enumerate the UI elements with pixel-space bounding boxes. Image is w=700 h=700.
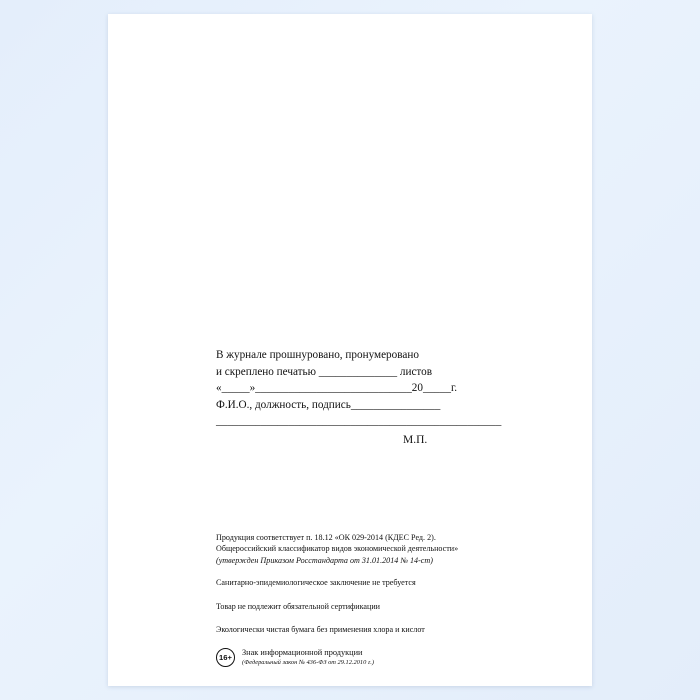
footer-product-line-1: Продукция соответствует п. 18.12 «ОК 029-2014 (КДЕС Ред. 2). — [216, 533, 436, 542]
certification-line-5: ___________________________________________________ — [216, 415, 502, 427]
age-rating-law: (Федеральный закон № 436-ФЗ от 29.12.2010 г.) — [242, 659, 375, 667]
certification-line-1: В журнале прошнуровано, пронумеровано — [216, 349, 419, 361]
age-rating-badge: 16+ — [216, 648, 235, 667]
age-rating-texts — [242, 648, 374, 667]
age-rating-row — [216, 648, 556, 667]
document-footer — [216, 532, 556, 667]
footer-product-line-2: Общероссийский классификатор видов экономической деятельности» — [216, 544, 459, 554]
footer-certification-note: Товар не подлежит обязательной сертификации — [216, 601, 381, 611]
certification-line-4: Ф.И.О., должность, подпись________________ — [216, 398, 441, 411]
certification-block — [216, 347, 516, 430]
stamp-mark: М.П. — [403, 434, 428, 446]
footer-paper-note: Экологически чистая бумага без применения хлора и кислот — [216, 625, 425, 635]
footer-product-line-3: (утвержден Приказом Росстандарта от 31.01.2014 № 14-ст) — [216, 555, 433, 565]
document-page — [108, 14, 592, 686]
certification-line-2: и скреплено печатью ______________ листов — [216, 365, 433, 378]
footer-sanitary-note: Санитарно-эпидемиологическое заключение не требуется — [216, 578, 416, 588]
age-rating-label: Знак информационной продукции — [242, 648, 363, 658]
certification-line-3: «_____»____________________________20_____г. — [216, 382, 458, 394]
